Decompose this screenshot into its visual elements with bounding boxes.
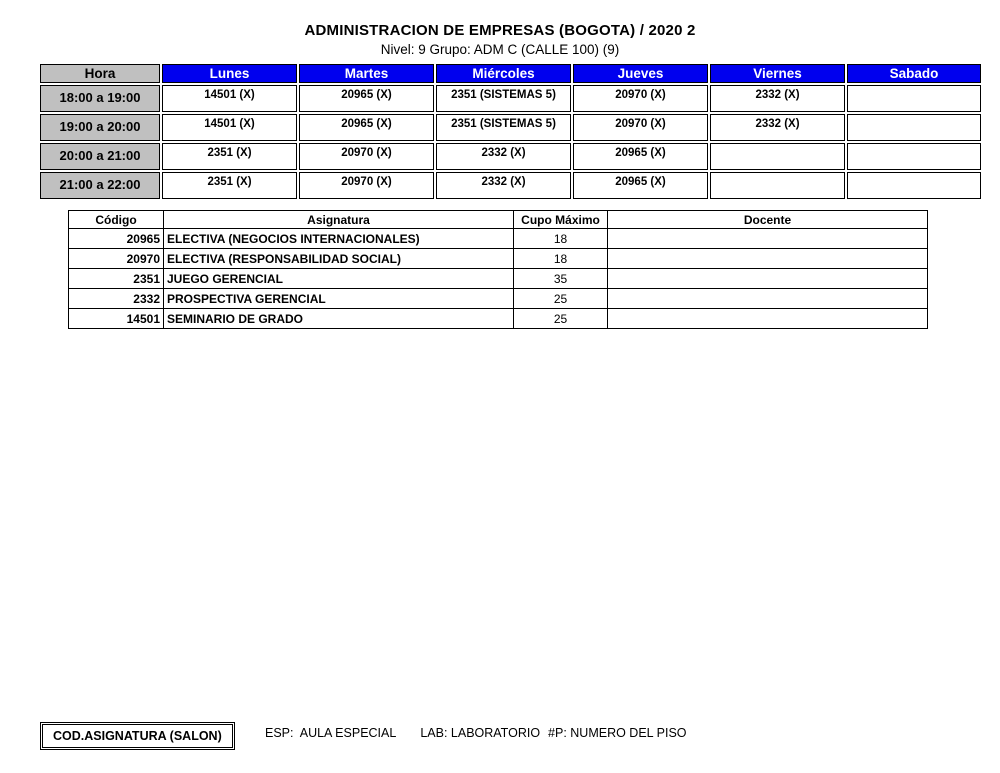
column-header-viernes: Viernes [710,64,845,83]
schedule-cell: 20970 (X) [299,172,434,199]
schedule-cell: 2332 (X) [436,172,571,199]
schedule-row [40,172,981,199]
page-subtitle: Nivel: 9 Grupo: ADM C (CALLE 100) (9) [380,42,620,57]
schedule-cell: 14501 (X) [162,114,297,141]
course-teacher [608,249,928,269]
schedule-row [40,85,981,112]
schedule-cell [847,85,981,112]
schedule-cell: 2351 (X) [162,143,297,170]
schedule-table [38,62,983,201]
schedule-cell [710,143,845,170]
course-capacity: 18 [514,229,608,249]
course-capacity: 25 [514,289,608,309]
schedule-row [40,143,981,170]
schedule-cell: 14501 (X) [162,85,297,112]
column-header-sabado: Sabado [847,64,981,83]
schedule-cell: 20965 (X) [299,114,434,141]
time-slot-label: 18:00 a 19:00 [40,85,160,112]
course-row [69,249,928,269]
legend-lab: LAB: LABORATORIO [420,726,541,740]
course-name: ELECTIVA (RESPONSABILIDAD SOCIAL) [164,249,514,269]
course-capacity: 25 [514,309,608,329]
schedule-cell: 20970 (X) [573,85,708,112]
course-name: SEMINARIO DE GRADO [164,309,514,329]
course-row [69,229,928,249]
schedule-cell [710,172,845,199]
course-capacity: 18 [514,249,608,269]
schedule-cell: 2351 (X) [162,172,297,199]
schedule-cell: 2332 (X) [710,114,845,141]
time-slot-label: 19:00 a 20:00 [40,114,160,141]
courses-table [68,210,928,329]
course-code: 20965 [69,229,164,249]
legend-piso: #P: NUMERO DEL PISO [548,726,687,740]
column-header-lunes: Lunes [162,64,297,83]
course-teacher [608,269,928,289]
schedule-cell: 20970 (X) [573,114,708,141]
schedule-table-wrap [38,62,983,201]
column-header-docente: Docente [608,211,928,229]
schedule-cell: 2351 (SISTEMAS 5) [436,114,571,141]
schedule-cell: 20965 (X) [573,172,708,199]
column-header-codigo: Código [69,211,164,229]
schedule-cell [847,172,981,199]
schedule-cell: 2351 (SISTEMAS 5) [436,85,571,112]
course-name: JUEGO GERENCIAL [164,269,514,289]
course-name: ELECTIVA (NEGOCIOS INTERNACIONALES) [164,229,514,249]
course-code: 14501 [69,309,164,329]
course-code: 20970 [69,249,164,269]
schedule-cell [847,143,981,170]
course-teacher [608,229,928,249]
column-header-martes: Martes [299,64,434,83]
column-header-asignatura: Asignatura [164,211,514,229]
schedule-cell: 2332 (X) [710,85,845,112]
schedule-cell: 2332 (X) [436,143,571,170]
code-legend-box [40,722,235,750]
schedule-header-row [40,64,981,83]
course-code: 2332 [69,289,164,309]
schedule-cell: 20970 (X) [299,143,434,170]
column-header-jueves: Jueves [573,64,708,83]
column-header-miercoles: Miércoles [436,64,571,83]
course-capacity: 35 [514,269,608,289]
course-code: 2351 [69,269,164,289]
course-teacher [608,289,928,309]
schedule-row [40,114,981,141]
legend-esp: ESP: AULA ESPECIAL [265,726,397,740]
column-header-cupo-maximo: Cupo Máximo [514,211,608,229]
column-header-hora: Hora [40,64,160,83]
schedule-cell: 20965 (X) [573,143,708,170]
time-slot-label: 20:00 a 21:00 [40,143,160,170]
course-row [69,269,928,289]
course-name: PROSPECTIVA GERENCIAL [164,289,514,309]
code-legend-label: COD.ASIGNATURA (SALON) [42,724,233,748]
course-teacher [608,309,928,329]
courses-header-row [69,211,928,229]
page-title: ADMINISTRACION DE EMPRESAS (BOGOTA) / 2020 2 [304,22,696,39]
time-slot-label: 21:00 a 22:00 [40,172,160,199]
schedule-cell [847,114,981,141]
course-row [69,289,928,309]
schedule-cell: 20965 (X) [299,85,434,112]
course-row [69,309,928,329]
courses-table-wrap [68,210,928,329]
page-header [0,22,1000,57]
abbreviation-legend [265,726,687,740]
